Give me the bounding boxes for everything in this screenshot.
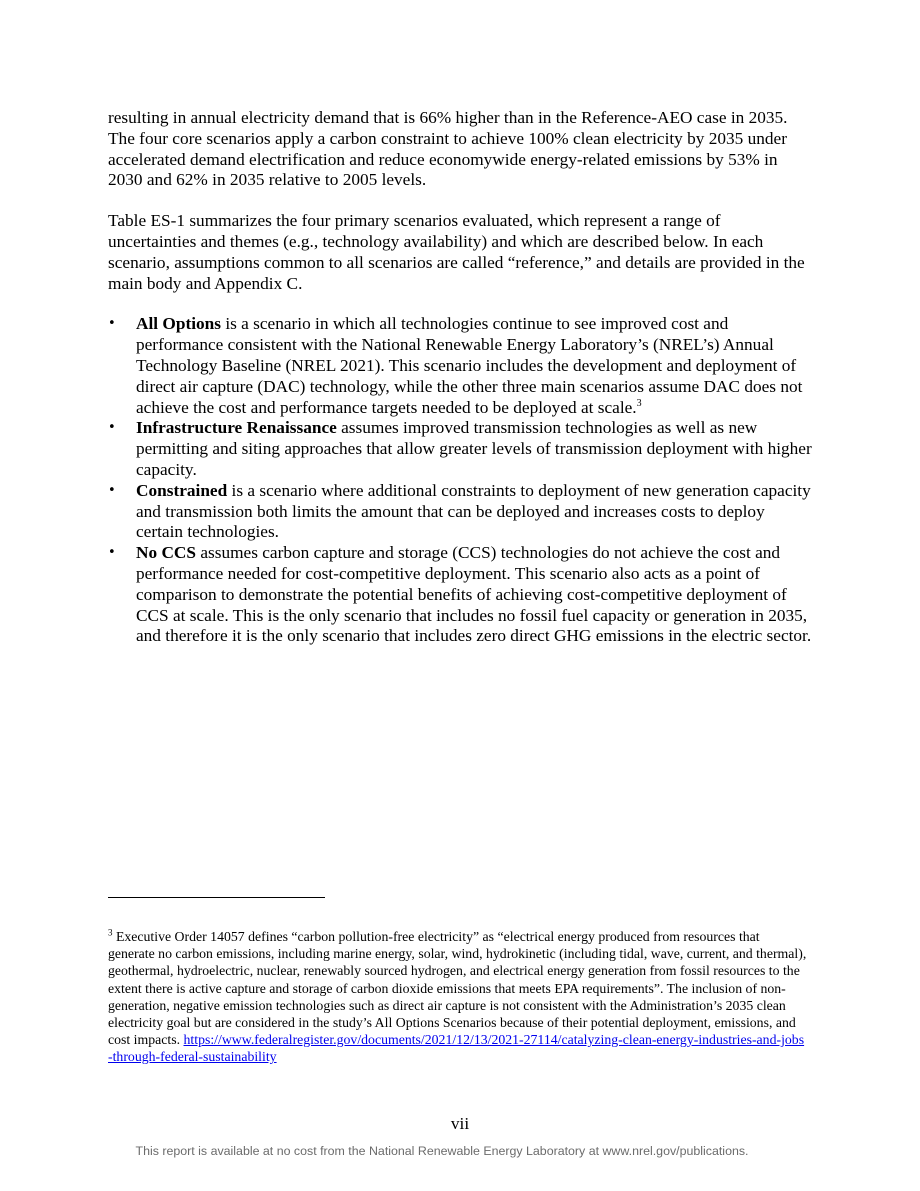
bullet-icon: • <box>108 545 116 561</box>
list-item-infrastructure-renaissance <box>108 418 812 480</box>
footnote-number: 3 <box>108 927 113 938</box>
footnote-text: Executive Order 14057 defines “carbon pollution-free electricity” as “electrical energy produced from resources that generate no carbon emissions, including marine energy, solar, wind, hydrokinetic (including tidal, wave, current, and thermal), geothermal, hydroelectric, nuclear, renewably sourced hydrogen, and electrical energy generation from fossil resources to the extent there is active capture and storage of carbon dioxide emissions that meets EPA requirements”. The inclusion of non-generation, negative emission technologies such as direct air capture is not consistent with the Administration’s 2035 clean electricity goal but are considered in the study’s All Options Scenarios because of their potential deployment, emissions, and cost impacts. <box>108 929 807 1048</box>
scenarios-paragraph: Table ES-1 summarizes the four primary scenarios evaluated, which represent a range of uncertainties and themes (e.g., technology availability) and which are described below. In each scenario, assumptions common to all scenarios are called “reference,” and details are provided in the main body and Appendix C. <box>108 211 805 293</box>
scenario-description: assumes improved transmission technologies as well as new permitting and siting approaches that allow greater levels of transmission deployment with higher capacity. <box>136 418 812 479</box>
bullet-icon: • <box>108 316 116 332</box>
scenario-list <box>108 314 812 647</box>
list-item-constrained <box>108 481 812 543</box>
scenario-term: Constrained <box>136 480 228 500</box>
bullet-icon: • <box>108 420 116 436</box>
page-body <box>108 108 812 647</box>
scenario-description: is a scenario in which all technologies continue to see improved cost and performance consistent with the National Renewable Energy Laboratory’s (NREL’s) Annual Technology Baseline (NREL 2021). This scenario includes the development and deployment of direct air capture (DAC) technology, while the other three main scenarios assume DAC does not achieve the cost and performance targets needed to be deployed at scale. <box>136 314 803 417</box>
scenario-description: is a scenario where additional constraints to deployment of new generation capacity and transmission both limits the amount that can be deployed and increases costs to deploy certain technologies. <box>136 480 811 542</box>
footnote-divider <box>108 897 325 898</box>
footnote-link[interactable]: https://www.federalregister.gov/documents/2021/12/13/2021-27114/catalyzing-clean-energy-industries-and-jobs-through-federal-sustainability <box>108 1032 805 1065</box>
scenario-term: All Options <box>136 314 221 334</box>
scenario-term: No CCS <box>136 543 197 563</box>
footnote-reference[interactable]: 3 <box>636 397 642 409</box>
list-item-all-options <box>108 314 812 418</box>
availability-disclaimer: This report is available at no cost from the National Renewable Energy Laboratory at www.nrel.gov/publications. <box>135 1144 749 1158</box>
bullet-icon: • <box>108 482 116 498</box>
intro-paragraph: resulting in annual electricity demand that is 66% higher than in the Reference-AEO case in 2035. The four core scenarios apply a carbon constraint to achieve 100% clean electricity by 2035 under accelerated demand electrification and reduce economywide energy-related emissions by 53% in 2030 and 62% in 2035 relative to 2005 levels. <box>108 108 788 190</box>
scenario-description: assumes carbon capture and storage (CCS) technologies do not achieve the cost and performance needed for cost-competitive deployment. This scenario also acts as a point of comparison to demonstrate the potential benefits of achieving cost-competitive deployment of CCS at scale. This is the only scenario that includes no fossil fuel capacity or generation in 2035, and therefore it is the only scenario that includes zero direct GHG emissions in the electric sector. <box>136 543 812 646</box>
list-item-no-ccs <box>108 543 812 647</box>
footnote <box>108 928 808 1066</box>
scenario-term: Infrastructure Renaissance <box>136 418 337 438</box>
page-number: vii <box>450 1114 470 1133</box>
